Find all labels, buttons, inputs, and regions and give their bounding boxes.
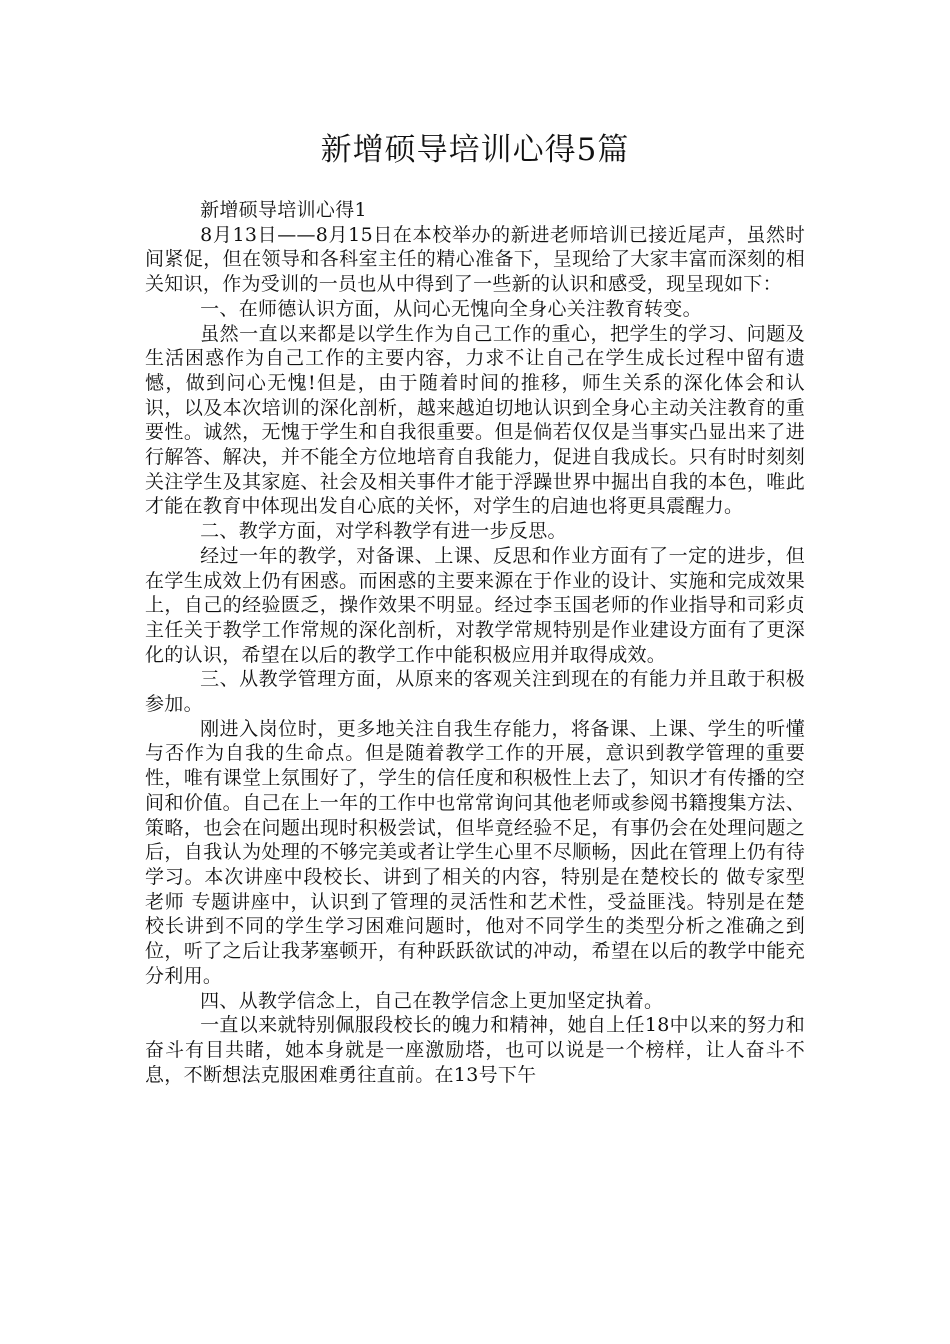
- paragraph: 刚进入岗位时，更多地关注自我生存能力，将备课、上课、学生的听懂与否作为自我的生命点。但是随着教学工作的开展，意识到教学管理的重要性，唯有课堂上氛围好了，学生的信任度和积极性上去了，知识才有传播的空间和价值。自己在上一年的工作中也常常询问其他老师或参阅书籍搜集方法、策略，也会在问题出现时积极尝试，但毕竟经验不足，有事仍会在处理问题之后，自我认为处理的不够完美或者让学生心里不尽顺畅，因此在管理上仍有待学习。本次讲座中段校长、讲到了相关的内容，特别是在楚校长的 做专家型老师 专题讲座中，认识到了管理的灵活性和艺术性，受益匪浅。特别是在楚校长讲到不同的学生学习困难问题时，他对不同学生的类型分析之准确之到位，听了之后让我茅塞顿开，有种跃跃欲试的冲动，希望在以后的教学中能充分利用。: [145, 717, 805, 987]
- section-heading: 一、在师德认识方面，从问心无愧向全身心关注教育转变。: [200, 297, 702, 320]
- section-heading: 三、从教学管理方面，从原来的客观关注到现在的有能力并且敢于积极参加。: [145, 668, 805, 716]
- section-heading: 二、教学方面，对学科教学有进一步反思。: [200, 520, 567, 543]
- paragraph: 虽然一直以来都是以学生作为自己工作的重心，把学生的学习、问题及生活困惑作为自己工作的主要内容，力求不让自己在学生成长过程中留有遗憾，做到问心无愧!但是，由于随着时间的推移，师生关系的深化体会和认识，以及本次培训的深化剖析，越来越迫切地认识到全身心主动关注教育的重要性。诚然，无愧于学生和自我很重要。但是倘若仅仅是当事实凸显出来了进行解答、解决，并不能全方位地培育自我能力，促进自我成长。只有时时刻刻关注学生及其家庭、社会及相关事件才能于浮躁世界中掘出自我的本色，唯此才能在教育中体现出发自心底的关怀，对学生的启迪也将更具震醒力。: [145, 322, 805, 518]
- paragraph: 8月13日——8月15日在本校举办的新进老师培训已接近尾声，虽然时间紧促，但在领导和各科室主任的精心准备下，呈现给了大家丰富而深刻的相关知识，作为受训的一员也从中得到了一些新的认识和感受，现呈现如下：: [145, 223, 805, 296]
- section-heading: 四、从教学信念上，自己在教学信念上更加坚定执着。: [200, 989, 664, 1012]
- paragraph: 一直以来就特别佩服段校长的魄力和精神，她自上任18中以来的努力和奋斗有目共睹，她本身就是一座激励塔，也可以说是一个榜样，让人奋斗不息，不断想法克服困难勇往直前。在13号下午: [145, 1014, 805, 1086]
- section-heading: 新增硕导培训心得1: [200, 199, 367, 221]
- document-body: [145, 198, 805, 1087]
- document-title: 新增硕导培训心得5篇: [320, 132, 630, 168]
- paragraph: 经过一年的教学，对备课、上课、反思和作业方面有了一定的进步，但在学生成效上仍有困惑。而困惑的主要来源在于作业的设计、实施和完成效果上，自己的经验匮乏，操作效果不明显。经过李玉国老师的作业指导和司彩贞主任关于教学工作常规的深化剖析，对教学常规特别是作业建设方面有了更深化的认识，希望在以后的教学工作中能积极应用并取得成效。: [145, 544, 805, 666]
